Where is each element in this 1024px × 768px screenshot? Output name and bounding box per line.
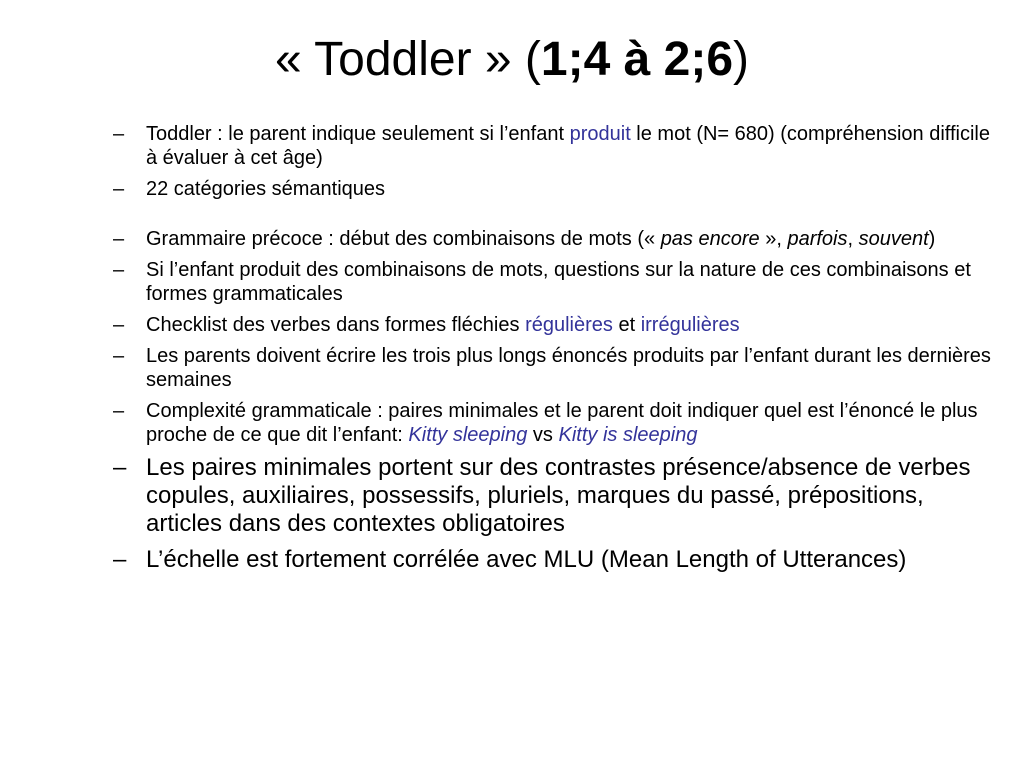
bullet-item-categories (113, 177, 993, 201)
bullet-list (113, 122, 993, 582)
bullet-dash-icon: – (113, 454, 127, 481)
bullet-text: Complexité grammaticale : paires minimales et le parent doit indiquer quel est l’énoncé le plus proche de ce que dit l’enfant: (146, 400, 978, 446)
bullet-text: Grammaire précoce : début des combinaisons de mots (« (146, 228, 661, 250)
bullet-item-toddler (113, 122, 993, 170)
bullet-text: Les parents doivent écrire les trois plus longs énoncés produits par l’enfant durant les dernières semaines (146, 345, 991, 391)
italic-pas-encore: pas encore (660, 228, 760, 250)
bullet-item-enonces (113, 344, 993, 392)
highlight-regulieres: régulières (525, 314, 613, 336)
bullet-item-grammaire (113, 227, 993, 251)
bullet-text: Les paires minimales portent sur des contrastes présence/absence de verbes copules, auxiliaires, possessifs, pluriels, marques du passé, prépositions, articles dans des contextes obligatoires (146, 454, 971, 537)
bullet-item-combinaisons (113, 258, 993, 306)
bullet-item-echelle (113, 546, 993, 574)
example-kitty-sleeping: Kitty sleeping (408, 424, 528, 446)
bullet-dash-icon: – (113, 123, 125, 145)
italic-souvent: souvent (858, 228, 929, 250)
highlight-irregulieres: irrégulières (640, 314, 740, 336)
italic-parfois: parfois (787, 228, 848, 250)
bullet-dash-icon: – (113, 314, 125, 336)
bullet-text: vs (527, 424, 559, 446)
bullet-text: , (847, 228, 859, 250)
bullet-text: L’échelle est fortement corrélée avec MLU (Mean Length of Utterances) (146, 546, 907, 573)
bullet-text: 22 catégories sémantiques (146, 178, 386, 200)
bullet-dash-icon: – (113, 178, 125, 200)
example-kitty-is-sleeping: Kitty is sleeping (558, 424, 698, 446)
bullet-item-paires-minimales (113, 454, 993, 538)
title-text: « Toddler » ( (274, 33, 541, 86)
bullet-text: et (612, 314, 641, 336)
bullet-text: ) (928, 228, 936, 250)
title-age-range: 1;4 à 2;6 (540, 33, 734, 86)
bullet-dash-icon: – (113, 345, 125, 367)
bullet-text: Checklist des verbes dans formes fléchies (146, 314, 526, 336)
title-close-paren: ) (733, 33, 750, 86)
bullet-text: », (759, 228, 788, 250)
slide-title (0, 28, 1024, 92)
bullet-text: le mot (N= 680) (compréhension difficile à évaluer à cet âge) (146, 123, 990, 169)
bullet-text: Toddler : le parent indique seulement si l’enfant (146, 123, 570, 145)
bullet-dash-icon: – (113, 228, 125, 250)
bullet-item-checklist (113, 313, 993, 337)
highlight-produit: produit (569, 123, 631, 145)
bullet-dash-icon: – (113, 546, 127, 573)
bullet-dash-icon: – (113, 259, 125, 281)
bullet-text: Si l’enfant produit des combinaisons de mots, questions sur la nature de ces combinaisons et formes grammaticales (146, 259, 971, 305)
bullet-dash-icon: – (113, 400, 125, 422)
bullet-item-complexite (113, 399, 993, 447)
